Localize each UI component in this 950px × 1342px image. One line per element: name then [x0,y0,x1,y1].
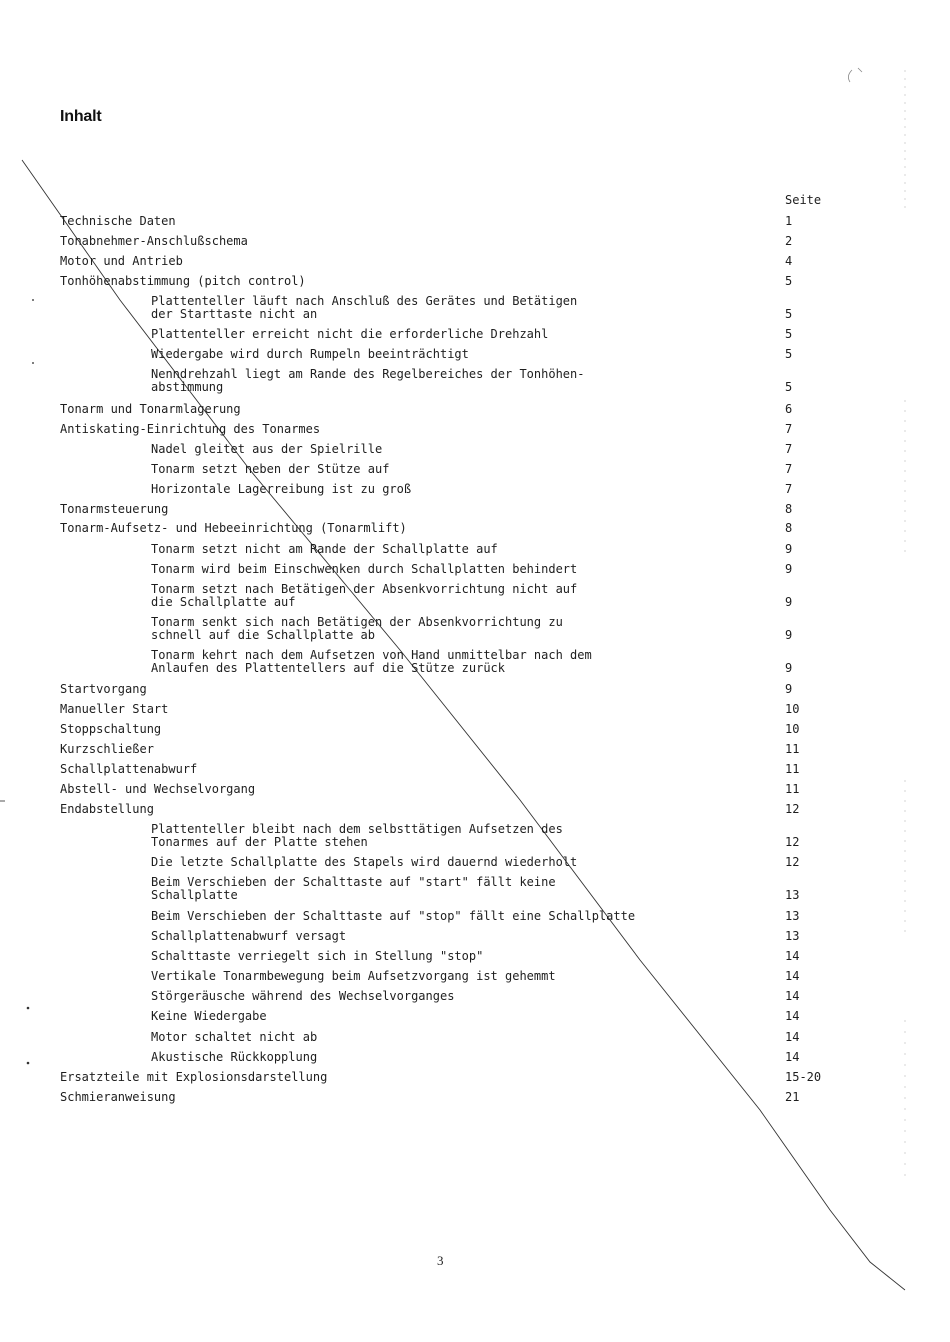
toc-entry-text: Nenndrehzahl liegt am Rande des Regelbereiches der Tonhöhen- [151,367,585,381]
toc-page-ref: 13 [785,929,800,943]
toc-page-ref: 14 [785,1009,800,1023]
corner-smudge [848,68,862,82]
toc-subentry [151,876,556,902]
toc-subentry [151,368,584,394]
toc-entry-text: Technische Daten [60,214,176,228]
toc-entry-text: Nadel gleitet aus der Spielrille [151,442,383,456]
toc-page-ref: 14 [785,1030,800,1044]
toc-subentry [151,930,346,943]
margin-dot [32,299,34,301]
toc-page-ref: 7 [785,422,793,436]
toc-page-ref: 13 [785,909,800,923]
toc-subentry [151,950,483,963]
toc-entry-text: Schallplattenabwurf [60,762,198,776]
toc-entry-text: Antiskating-Einrichtung des Tonarmes [60,422,321,436]
toc-entry-text: die Schallplatte auf [151,595,296,609]
page-heading: Inhalt [60,108,102,125]
toc-entry-text: Tonarm setzt nicht am Rande der Schallplatte auf [151,542,498,556]
toc-entry-text: Akustische Rückkopplung [151,1050,318,1064]
toc-subentry [151,563,577,576]
toc-page-ref: 9 [785,595,793,609]
toc-page-ref: 9 [785,628,793,642]
toc-page-ref: 9 [785,661,793,675]
toc-subentry [151,823,563,849]
toc-entry [60,763,197,776]
margin-dot [27,1007,30,1010]
toc-entry-text: Keine Wiedergabe [151,1009,267,1023]
toc-entry-text: Beim Verschieben der Schalttaste auf "stop" fällt eine Schallplatte [151,909,636,923]
toc-page-ref: 7 [785,482,793,496]
toc-entry-text: Schallplatte [151,888,238,902]
toc-subentry [151,295,577,321]
toc-page-ref: 5 [785,327,793,341]
toc-entry-text: Beim Verschieben der Schalttaste auf "start" fällt keine [151,875,556,889]
toc-subentry [151,649,592,675]
toc-page-ref: 9 [785,542,793,556]
toc-entry [60,1071,327,1084]
toc-entry-text: Plattenteller erreicht nicht die erforderliche Drehzahl [151,327,549,341]
toc-entry [60,235,248,248]
toc-entry-text: Manueller Start [60,702,169,716]
toc-entry [60,522,407,535]
toc-page-ref: 11 [785,742,800,756]
toc-subentry [151,328,548,341]
toc-page-ref: 21 [785,1090,800,1104]
toc-entry-text: Tonarm kehrt nach dem Aufsetzen von Hand unmittelbar nach dem [151,648,592,662]
toc-page-ref: 4 [785,254,793,268]
toc-subentry [151,483,411,496]
toc-entry-text: Schmieranweisung [60,1090,176,1104]
toc-entry-text: Ersatzteile mit Explosionsdarstellung [60,1070,328,1084]
toc-page-ref: 14 [785,969,800,983]
page-column-label: Seite [785,193,822,207]
toc-entry-text: Kurzschließer [60,742,154,756]
toc-page-ref: 12 [785,835,800,849]
toc-page-ref: 11 [785,782,800,796]
toc-page-ref: 9 [785,682,793,696]
toc-entry-text: schnell auf die Schallplatte ab [151,628,375,642]
toc-subentry [151,543,498,556]
toc-page-ref: 7 [785,442,793,456]
toc-entry-text: Die letzte Schallplatte des Stapels wird dauernd wiederholt [151,855,578,869]
toc-page-ref: 14 [785,989,800,1003]
toc-page-ref: 14 [785,949,800,963]
toc-page-ref: 8 [785,502,793,516]
toc-entry-text: Tonhöhenabstimmung (pitch control) [60,274,306,288]
toc-page-ref: 14 [785,1050,800,1064]
toc-page-ref: 1 [785,214,793,228]
toc-subentry [151,348,469,361]
toc-entry-text: Tonarm und Tonarmlagerung [60,402,241,416]
toc-entry [60,723,161,736]
toc-entry-text: Schallplattenabwurf versagt [151,929,347,943]
toc-subentry [151,583,577,609]
toc-page-ref: 13 [785,888,800,902]
toc-entry-text: Abstell- und Wechselvorgang [60,782,256,796]
toc-subentry [151,910,635,923]
toc-entry [60,215,176,228]
toc-subentry [151,616,563,642]
toc-entry-text: Wiedergabe wird durch Rumpeln beeinträchtigt [151,347,469,361]
toc-entry-text: Anlaufen des Plattentellers auf die Stütze zurück [151,661,506,675]
toc-page-ref: 12 [785,802,800,816]
toc-entry-text: Schalttaste verriegelt sich in Stellung "stop" [151,949,484,963]
toc-entry [60,1091,176,1104]
toc-page-ref: 10 [785,722,800,736]
toc-page-ref: 11 [785,762,800,776]
toc-entry-text: Tonarm wird beim Einschwenken durch Schallplatten behindert [151,562,578,576]
toc-page-ref: 5 [785,274,793,288]
toc-entry-text: Tonabnehmer-Anschlußschema [60,234,248,248]
toc-page-ref: 8 [785,521,793,535]
toc-subentry [151,1010,267,1023]
toc-entry [60,275,306,288]
toc-subentry [151,463,389,476]
toc-entry-text: Vertikale Tonarmbewegung beim Aufsetzvorgang ist gehemmt [151,969,556,983]
toc-entry [60,783,255,796]
toc-entry [60,743,154,756]
toc-entry-text: Stoppschaltung [60,722,162,736]
toc-entry-text: abstimmung [151,380,224,394]
toc-page-ref: 7 [785,462,793,476]
toc-entry-text: Tonarmes auf der Platte stehen [151,835,368,849]
toc-page-ref: 9 [785,562,793,576]
toc-page-ref: 5 [785,307,793,321]
page-number: 3 [437,1253,444,1268]
toc-entry-text: Motor und Antrieb [60,254,183,268]
toc-page-ref: 15-20 [785,1070,822,1084]
toc-entry-text: Tonarm setzt neben der Stütze auf [151,462,390,476]
toc-entry [60,255,183,268]
toc-subentry [151,970,556,983]
toc-subentry [151,443,382,456]
toc-subentry [151,1051,317,1064]
toc-entry-text: Startvorgang [60,682,147,696]
toc-entry-text: Tonarm setzt nach Betätigen der Absenkvorrichtung nicht auf [151,582,578,596]
toc-entry-text: Plattenteller bleibt nach dem selbsttätigen Aufsetzen des [151,822,563,836]
toc-subentry [151,990,454,1003]
toc-page-ref: 6 [785,402,793,416]
toc-page-ref: 5 [785,380,793,394]
toc-entry [60,503,168,516]
toc-entry-text: Plattenteller läuft nach Anschluß des Gerätes und Betätigen [151,294,578,308]
toc-page-ref: 12 [785,855,800,869]
toc-entry-text: Horizontale Lagerreibung ist zu groß [151,482,412,496]
toc-entry-text: der Starttaste nicht an [151,307,318,321]
toc-page-ref: 5 [785,347,793,361]
toc-page-ref: 2 [785,234,793,248]
margin-dot [27,1062,30,1065]
toc-page-ref: 10 [785,702,800,716]
toc-subentry [151,1031,317,1044]
toc-entry-text: Endabstellung [60,802,154,816]
toc-entry [60,803,154,816]
toc-entry-text: Störgeräusche während des Wechselvorganges [151,989,455,1003]
margin-dot [32,362,34,364]
toc-entry [60,703,168,716]
toc-entry-text: Tonarm-Aufsetz- und Hebeeinrichtung (Tonarmlift) [60,521,407,535]
toc-entry [60,423,320,436]
toc-subentry [151,856,577,869]
toc-entry-text: Tonarm senkt sich nach Betätigen der Absenkvorrichtung zu [151,615,563,629]
toc-entry-text: Motor schaltet nicht ab [151,1030,318,1044]
toc-entry-text: Tonarmsteuerung [60,502,169,516]
toc-entry [60,683,147,696]
toc-entry [60,403,241,416]
